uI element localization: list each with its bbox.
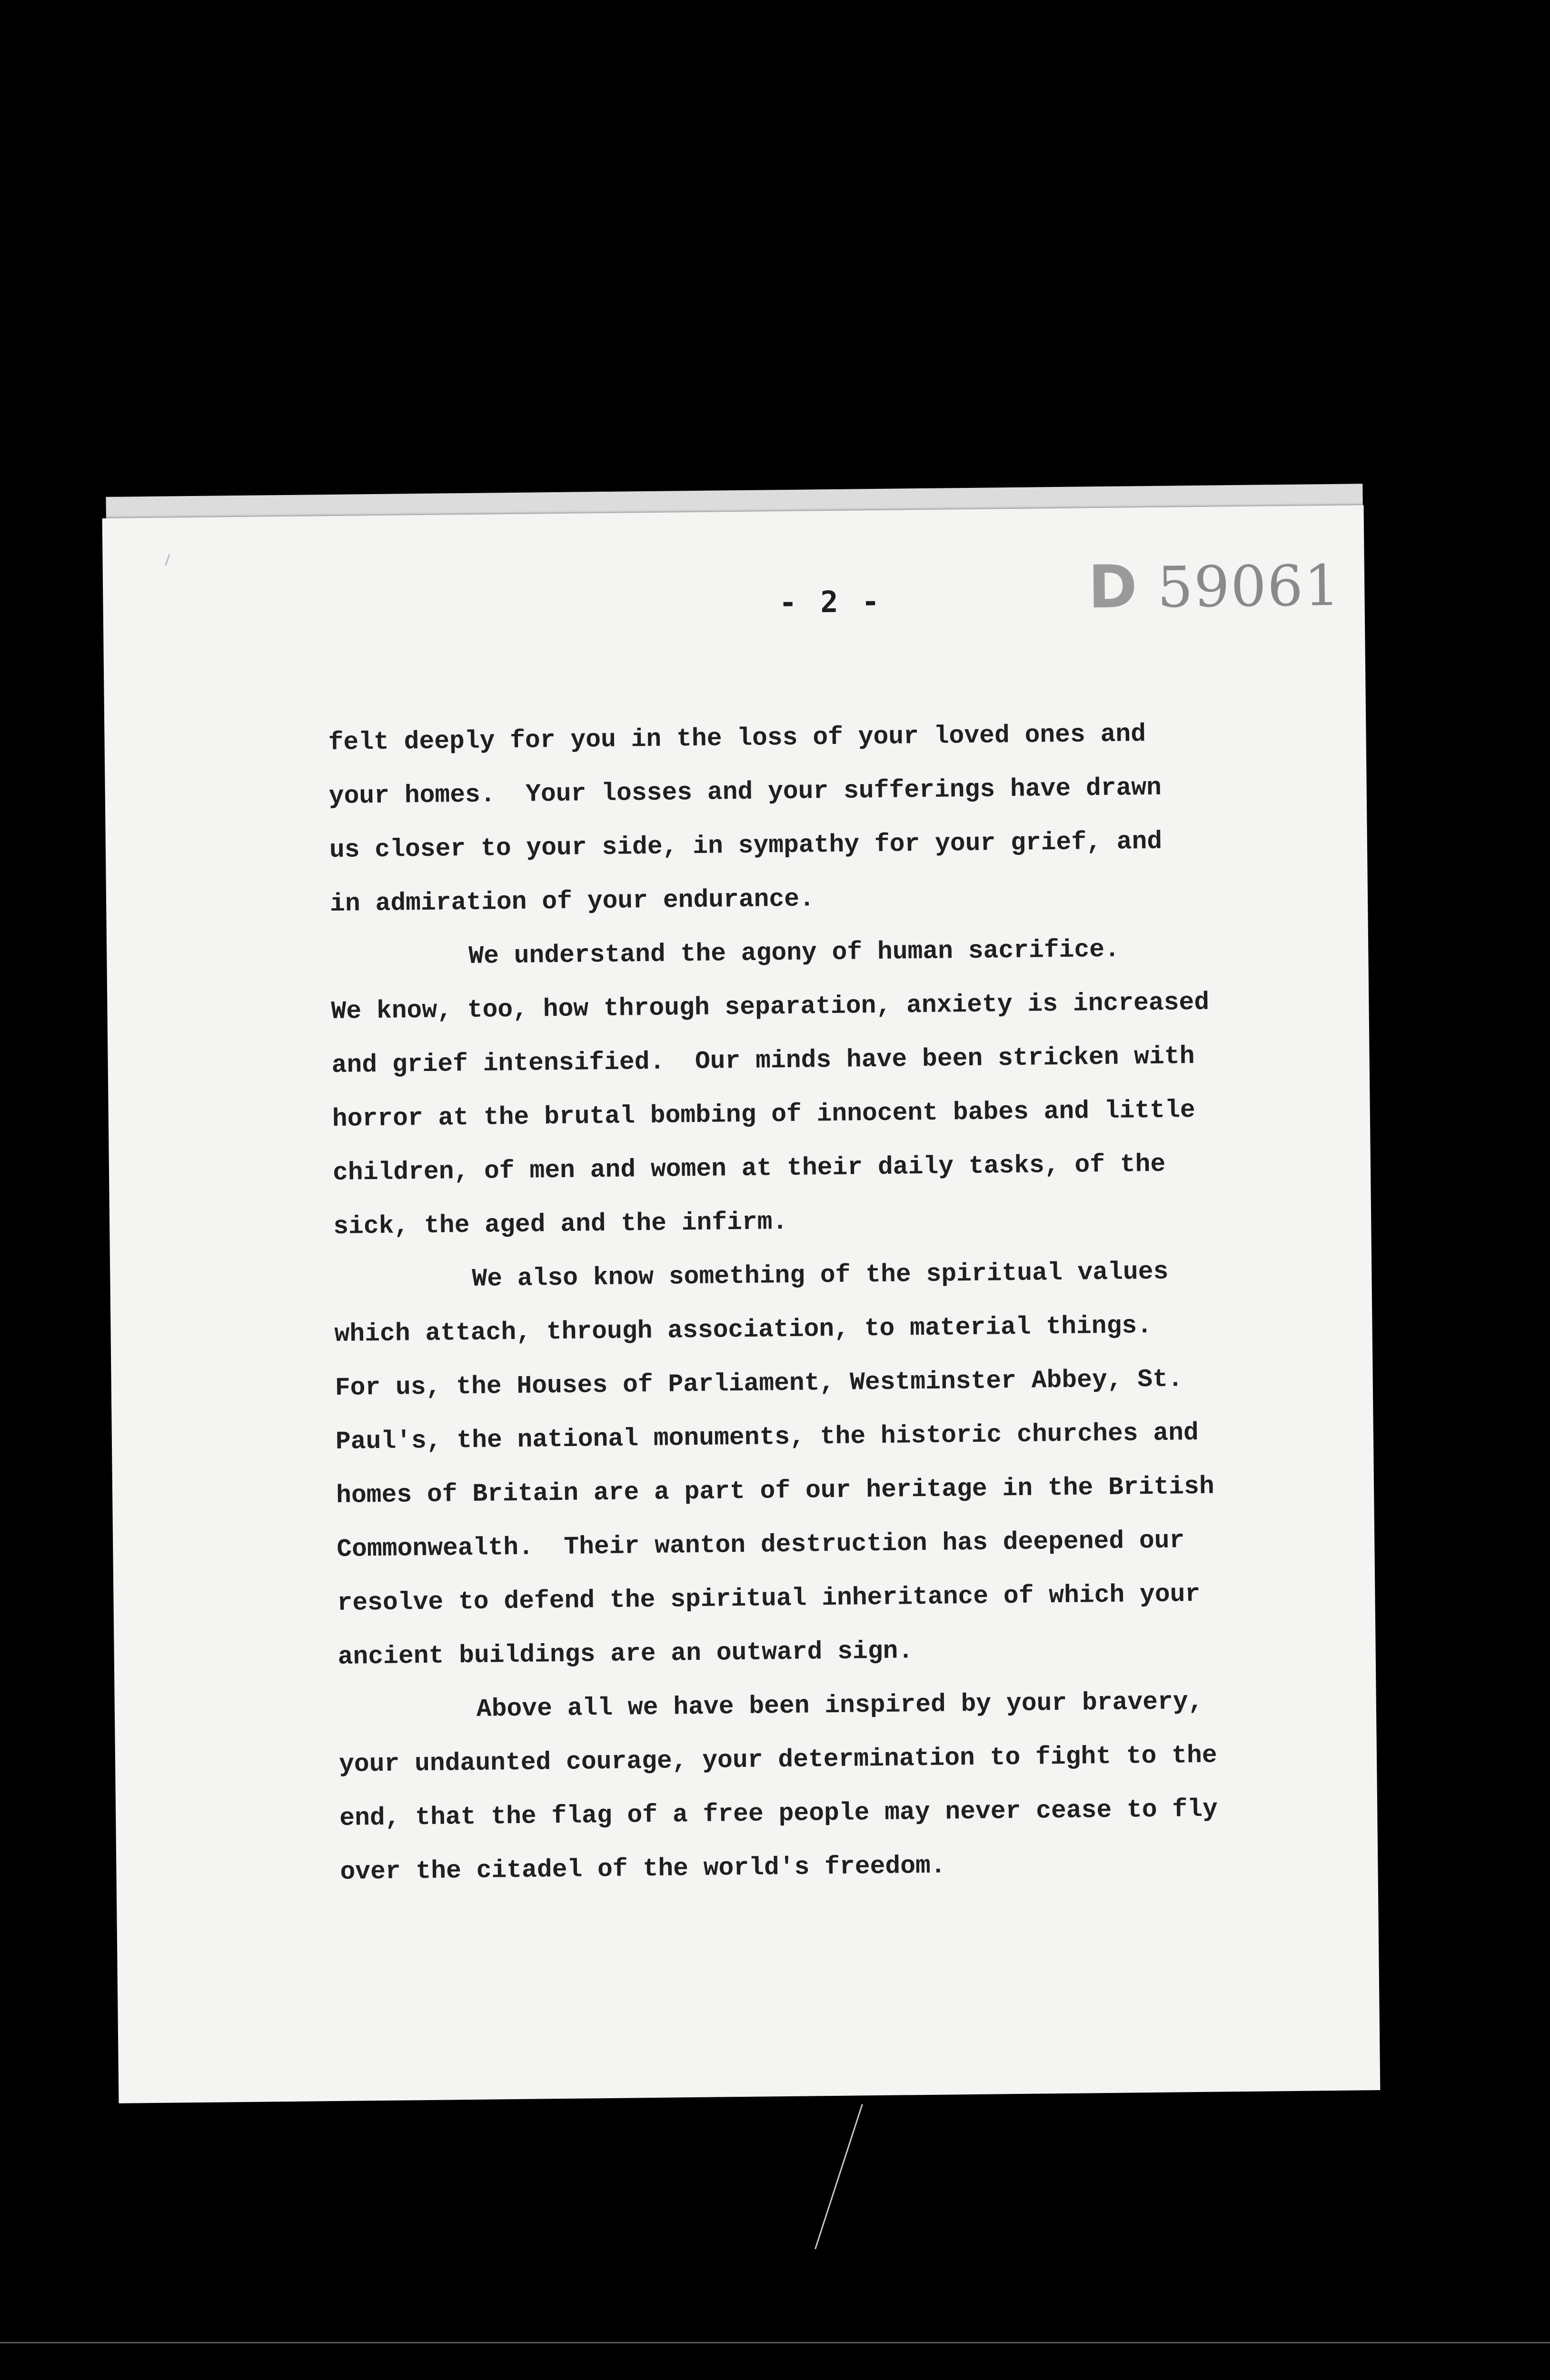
text-line: and grief intensified. Our minds have been stricken with	[331, 1041, 1195, 1080]
document-page	[102, 505, 1381, 2103]
document-id-prefix: D	[1088, 553, 1139, 622]
text-line: resolve to defend the spiritual inheritance of which your	[337, 1579, 1201, 1617]
text-line: horror at the brutal bombing of innocent babes and little	[332, 1095, 1195, 1133]
text-line: children, of men and women at their daily tasks, of the	[332, 1150, 1166, 1187]
text-line: Paul's, the national monuments, the historic churches and	[335, 1418, 1199, 1456]
text-line: your homes. Your losses and your sufferings have drawn	[328, 773, 1162, 811]
document-id-stamp	[1088, 551, 1341, 622]
text-line: Commonwealth. Their wanton destruction has deepened our	[337, 1526, 1185, 1564]
text-line: over the citadel of the world's freedom.	[340, 1851, 946, 1886]
text-line: homes of Britain are a part of our heritage in the British	[336, 1472, 1215, 1510]
text-line: us closer to your side, in sympathy for your grief, and	[329, 827, 1162, 865]
paragraph-start-line: We also know something of the spiritual values	[472, 1257, 1169, 1293]
text-line: which attach, through association, to material things.	[334, 1311, 1153, 1349]
document-id-number: 59061	[1157, 552, 1341, 620]
text-line: We know, too, how through separation, anxiety is increased	[331, 988, 1210, 1026]
scan-bottom-rule	[0, 2342, 1550, 2343]
text-line: For us, the Houses of Parliament, Westminster Abbey, St.	[335, 1365, 1183, 1402]
text-line: your undaunted courage, your determination to fight to the	[338, 1741, 1217, 1779]
stray-scratch-mark	[815, 2104, 863, 2249]
text-line: in admiration of your endurance.	[329, 884, 815, 918]
paragraph-start-line: Above all we have been inspired by your bravery,	[476, 1687, 1203, 1724]
text-line: ancient buildings are an outward sign.	[338, 1636, 914, 1671]
text-line: end, that the flag of a free people may never cease to fly	[339, 1795, 1218, 1833]
text-line: sick, the aged and the infirm.	[333, 1207, 788, 1241]
text-line: felt deeply for you in the loss of your loved ones and	[328, 720, 1146, 757]
page-number: - 2 -	[779, 584, 883, 620]
paragraph-start-line: We understand the agony of human sacrifice.	[468, 935, 1120, 971]
letter-body	[328, 706, 1292, 1899]
